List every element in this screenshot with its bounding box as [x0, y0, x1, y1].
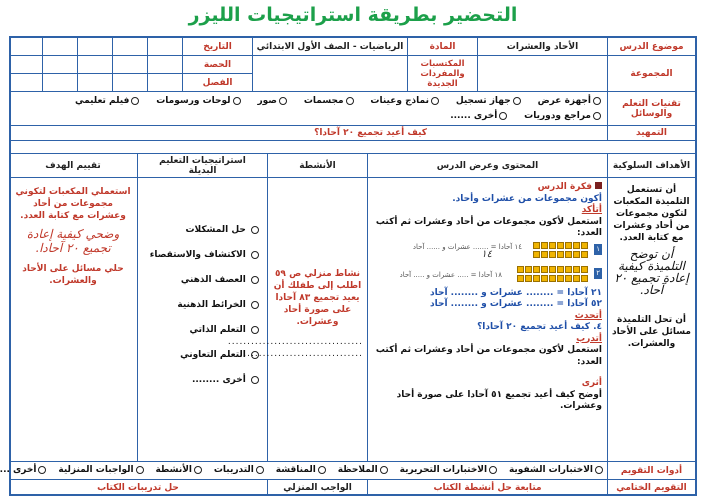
strategies-cell: [137, 178, 267, 462]
page-title: التحضير بطريقة استراتيجيات الليزر: [188, 4, 518, 26]
date-cell[interactable]: [147, 38, 182, 56]
activities-cell: نشاط منزلي ص ٥٩ اطلب إلى طفلك أن يعيد تجميع ٨٣ آحادا على صورة أحاد وعشرات. ................................... ...................................: [267, 178, 367, 462]
radio-icon: [318, 466, 326, 474]
evaluation-option[interactable]: التدريبات: [214, 462, 264, 479]
vocab-label: المكتسبات والمفردات الجديدة: [407, 56, 477, 92]
radio-icon: [251, 226, 259, 234]
vocab-value[interactable]: [252, 56, 407, 92]
evaluation-label: أدوات التقويم: [607, 462, 695, 480]
radio-icon: [593, 97, 601, 105]
radio-icon: [499, 112, 507, 120]
tools-options: [9, 92, 607, 126]
radio-icon: [593, 112, 601, 120]
tool-option[interactable]: نماذج وعينات: [370, 94, 439, 109]
radio-icon: [346, 97, 354, 105]
lesson-value: الأحاد والعشرات: [477, 38, 607, 56]
cubes-group: [516, 275, 588, 287]
tool-option[interactable]: أجهزة عرض: [538, 94, 601, 109]
period-cell[interactable]: [147, 56, 182, 74]
final-followup: متابعة حل أنشطة الكتاب: [367, 480, 607, 496]
strategy-option[interactable]: حل المشكلات: [146, 218, 259, 243]
strategies-header: استراتيجيات التعليم البديلة: [137, 154, 267, 178]
period-cell[interactable]: [77, 56, 112, 74]
class-cell[interactable]: [147, 74, 182, 92]
tool-option[interactable]: مراجع ودوريات: [524, 109, 601, 124]
period-label: الحصة: [182, 56, 252, 74]
tool-option[interactable]: أخرى ......: [450, 109, 507, 124]
class-cell[interactable]: [77, 74, 112, 92]
radio-icon: [251, 276, 259, 284]
strategy-option[interactable]: الخرائط الذهنية: [146, 293, 259, 318]
assessment-header: تقييم الهدف: [9, 154, 137, 178]
evaluation-option[interactable]: الأنشطة: [155, 462, 202, 479]
radio-icon: [136, 466, 144, 474]
strategy-option[interactable]: العصف الذهني: [146, 268, 259, 293]
intro-question: كيف أعيد تجميع ٢٠ آحادا؟: [9, 126, 607, 141]
blank-lines: ................................... ...................................: [227, 337, 363, 359]
homework-label: الواجب المنزلي: [267, 480, 367, 496]
content-header: المحتوى وعرض الدرس: [367, 154, 607, 178]
exercise-label: ١٨ آحادا = ..... عشرات و ..... آحاد: [399, 270, 502, 279]
period-cell[interactable]: [112, 56, 147, 74]
radio-icon: [194, 466, 202, 474]
evaluation-option[interactable]: الاختبارات التحريرية: [400, 462, 497, 479]
evaluation-option[interactable]: الواجبات المنزلية: [58, 462, 143, 479]
evaluation-option[interactable]: أخرى ...: [0, 462, 46, 479]
handwritten-answer: ١٤: [481, 248, 492, 260]
class-cell[interactable]: [42, 74, 77, 92]
radio-icon: [279, 97, 287, 105]
radio-icon: [251, 351, 259, 359]
radio-icon: [251, 376, 259, 384]
exercise-number: ٢: [594, 268, 602, 280]
exercise-row-1: [373, 242, 602, 262]
spacer-row: [9, 141, 695, 154]
homework-value: حل تدريبات الكتاب: [97, 483, 179, 493]
period-cell[interactable]: [42, 56, 77, 74]
date-label: التاريخ: [182, 38, 252, 56]
intro-label: التمهيد: [607, 126, 695, 141]
lesson-plan-table: [0, 36, 697, 496]
evaluation-option[interactable]: المناقشة: [276, 462, 326, 479]
assessment-cell: استعملي المكعبات لتكوني مجموعات من أحاد وعشرات مع كتابة العدد. وضحي كيفية إعادة تجميع ٢٠ آحادا. حلي مسائل على الأحاد والعشرات.: [9, 178, 137, 462]
tool-option[interactable]: فيلم تعليمي: [75, 94, 139, 109]
date-cell[interactable]: [77, 38, 112, 56]
radio-icon: [131, 97, 139, 105]
tool-option[interactable]: صور: [257, 94, 287, 109]
radio-icon: [256, 466, 264, 474]
radio-icon: [489, 466, 497, 474]
strategy-option[interactable]: التعلم الذاتي: [146, 318, 259, 343]
class-cell[interactable]: [112, 74, 147, 92]
radio-icon: [251, 251, 259, 259]
strategy-option[interactable]: أخرى ........: [146, 368, 259, 393]
evaluation-option[interactable]: الاختبارات الشفوية: [509, 462, 603, 479]
lesson-label: موضوع الدرس: [607, 38, 695, 56]
cubes-group: [532, 251, 588, 263]
bullet-icon: [595, 182, 602, 189]
activities-header: الأنشطة: [267, 154, 367, 178]
class-cell[interactable]: [9, 74, 42, 92]
final-label: التقويم الختامي: [607, 480, 695, 496]
exercise-row-2: [373, 266, 602, 288]
evaluation-options: [0, 462, 607, 480]
date-cell[interactable]: [112, 38, 147, 56]
evaluation-option[interactable]: الملاحظة: [338, 462, 388, 479]
subject-label: المادة: [407, 38, 477, 56]
content-cell: فكرة الدرس أكون مجموعات من عشرات وأحاد. أتأكد استعمل لأكون مجموعات من أحاد وعشرات ثم أكتب العدد: ١ ١٤ آحادا = ....... عشرات و ...... آحاد ١٤ ٢ ١٨ آحادا = ..... عشرات و ..... آحاد ٢١ آحادا = ........ عشرات و ........ آحاد ٥٢ آحادا = ........ عشرات و ........ آحاد أتحدث ٤. كيف أعيد تجميع ٢٠ آحادا؟ أتدرب استعمل لأكون مجموعات من أحاد وعشرات ثم أكتب العدد: أثرى أوضح كيف أعيد تجميع ٥١ آحادا على صورة أحاد وعشرات.: [367, 178, 607, 462]
tools-label: تقنيات التعلم والوسائل: [607, 92, 695, 126]
exercise-number: ١: [594, 244, 602, 256]
class-label: الفصل: [182, 74, 252, 92]
radio-icon: [380, 466, 388, 474]
radio-icon: [251, 301, 259, 309]
date-cell[interactable]: [9, 38, 42, 56]
date-cell[interactable]: [42, 38, 77, 56]
radio-icon: [233, 97, 241, 105]
tool-option[interactable]: مجسمات: [304, 94, 354, 109]
exercise-label: ١٤ آحادا = ....... عشرات و ...... آحاد: [412, 242, 522, 251]
objectives-cell: أن تستعمل التلميذة المكعبات لتكون مجموعات من أحاد وعشرات مع كتابة العدد. أن توضح التلميذة كيفية إعادة تجميع ٢٠ آحاد. أن تحل التلميذة مسائل على الأحاد والعشرات.: [607, 178, 695, 462]
subject-value: الرياضيات - الصف الأول الابتدائي: [252, 38, 407, 56]
radio-icon: [38, 466, 46, 474]
strategy-option[interactable]: التعلم التعاوني: [146, 343, 259, 368]
group-label: المجموعة: [607, 56, 695, 92]
radio-icon: [595, 466, 603, 474]
group-value[interactable]: [477, 56, 607, 92]
strategy-option[interactable]: الاكتشاف والاستقصاء: [146, 243, 259, 268]
objectives-header: الأهداف السلوكية: [607, 154, 695, 178]
tool-option[interactable]: لوحات ورسومات: [156, 94, 240, 109]
radio-icon: [513, 97, 521, 105]
period-cell[interactable]: [9, 56, 42, 74]
tool-option[interactable]: جهاز تسجيل: [456, 94, 521, 109]
radio-icon: [431, 97, 439, 105]
radio-icon: [251, 326, 259, 334]
